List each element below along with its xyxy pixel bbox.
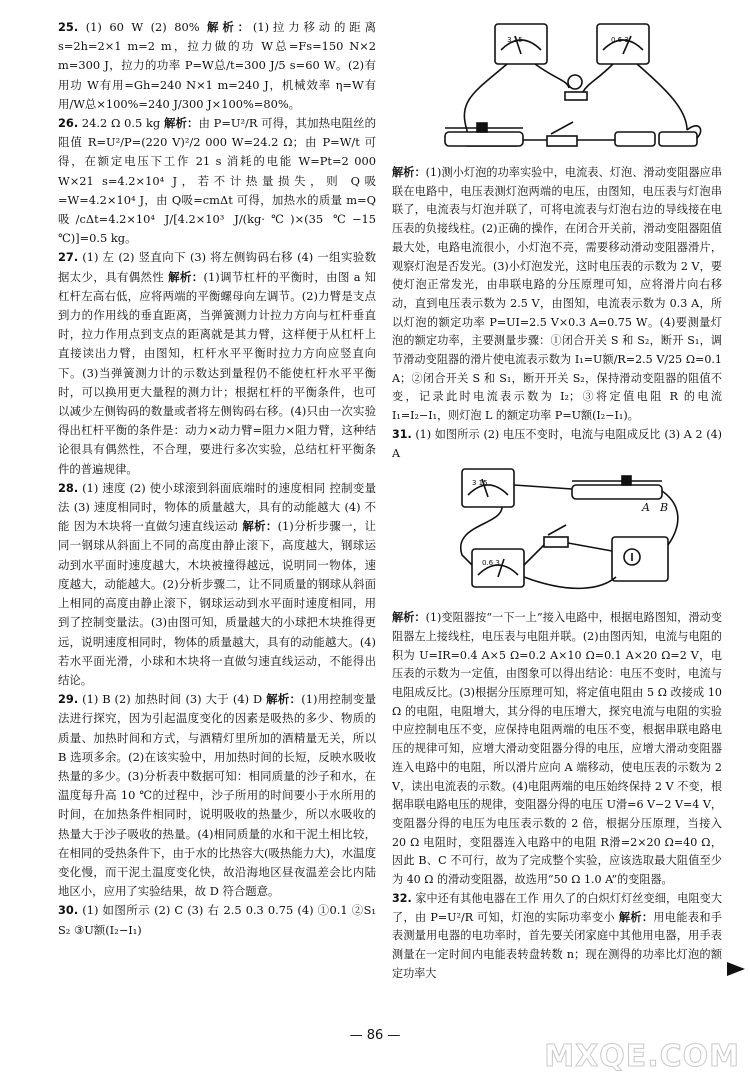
page-number: — 86 — [349,1028,401,1043]
analysis-text: 用电能表和手表测量用电器的电功率时，首先要关闭家庭中其他用电器，用手表测量在一定时间内电能表转盘转数 n；现在测得的功率比灯泡的额定功率大 [392,910,722,980]
question-number: 32. [392,891,412,905]
meter-scale-left: 3 15 [472,479,488,488]
circuit-diagram-top [437,20,707,160]
answer-text: (1) 左 (2) 竖直向下 (3) 将左侧钩码右移 (4) 一组实验数据太少，具有偶然性 [58,250,377,284]
right_column-item [392,609,722,890]
analysis-label: 解析： [168,269,204,284]
analysis-label: 解析： [392,166,426,179]
meter-scale-right: 0.6 3 [482,559,500,568]
answer-text: (1) 60 W (2) 80% [85,20,200,34]
meter-scale-right: 0.6 3 [611,36,629,44]
left-column [58,18,376,940]
left_column-item [58,114,376,248]
next-page-arrow-icon [727,962,745,976]
analysis-text: (1)调节杠杆的平衡时，由图 a 知杠杆左高右低，应将两端的平衡螺母向左调节。(2)力臂是支点到力的作用线的垂直距离，当弹簧测力计拉力方向与杠杆垂直时，拉力作用点到支点的距离就是其力臂，这样便于从杠杆上直接读出力臂，由图知，杠杆水平平衡时拉力方向应竖直向下。(3)当弹簧测力计的示数达到量程仍不能使杠杆水平平衡时，可以换用更大量程的测力计；根据杠杆的平衡条件，也可以减少左侧钩码的数量或者将左侧钩码右移。(4)只由一次实验得出杠杆平衡的条件是：动力×动力臂=阻力×阻力臂，这种结论很具有偶然性，不合理，要进行多次实验，总结杠杆平衡条件的普遍规律。 [58,269,376,476]
analysis-text: (1)分析步骤一，让同一钢球从斜面上不同的高度由静止滚下，高度越大，钢球运动到水平面时速度越大，木块被撞得越远，说明同一物体，速度越大，动能越大。(2)分析步骤二，让不同质量的钢球从斜面上相同的高度由静止滚下，钢球运动到水平面时速度相同，用到了控制变量法。(3)由图可知，质量越大的小球把木块推得更远，说明速度相同时，物体的质量越大，具有的动能越大。(4)若水平面光滑，小球和木块将一直做匀速直线运动，不能得出结论。 [58,519,376,687]
answer-text: (1) 如图所示 (2) C (3) 右 2.5 0.3 0.75 (4) ①0.1 ②S₁ S₂ ③U额(I₂−I₁) [58,903,376,937]
right_column-item [392,890,722,984]
analysis-label: 解析： [242,519,278,534]
circuit-figure-top [437,20,707,160]
analysis-label: 解析： [207,20,253,34]
circuit-figure-mid [432,465,702,605]
question-number: 25. [58,20,79,34]
right-column [392,18,722,983]
analysis-text: (1)测小灯泡的功率实验中，电流表、灯泡、滑动变阻器应串联在电路中，电压表测灯泡两端的电压，由图知，电压表与灯泡串联了，电流表与灯泡并联了，可将电流表与灯泡右边的导线接在电压表的负接线柱。(2)正确的操作，在闭合开关前，滑动变阻器阻值最大处，电路电流很小，小灯泡不亮，需要移动滑动变阻器滑片，观察灯泡是否发光。(3)小灯泡发光，这时电压表的示数为 2 V，要使灯泡正常发光，由串联电路的分压原理可知，应将滑片向右移动，直到电压表示数为 2.5 V，由图知，电流表示数为 0.3 A，所以灯泡的额定功率 P=UI=2.5 V×0.3 A=0.75 W。(4)要测量灯泡的额定功率，主要测量步骤：①闭合开关 S 和 S₂，断开 S₁，调节滑动变阻器的滑片使电流表示数为 I₁=U额/R=2.5 V/25 Ω=0.1 A；②闭合开关 S 和 S₁，断开开关 S₂，保持滑动变阻器的阻值不变，记录此时电流表示数为 I₂；③将定值电阻 R 的电流 I₁=I₂−I₁，则灯泡 L 的额定功率 P=U额(I₂−I₁)。 [392,166,722,423]
answer-text: (1) 速度 (2) 使小球滚到斜面底端时的速度相同 控制变量法 (3) 速度相同时，物体的质量越大，具有的动能越大 (4) 不能 因为木块将一直做匀速直线运动 [58,480,376,534]
right_column-item [392,164,722,426]
answer-text: 家中还有其他电器在工作 用久了的白炽灯灯丝变细，电阻变大了，由 P=U²/R 可知，灯泡的实际功率变小 [392,891,723,924]
answer-text: (1) 如图所示 (2) 电压不变时，电流与电阻成反比 (3) A 2 (4) A [392,427,722,460]
question-number: 26. [58,116,79,131]
question-number: 28. [58,480,79,495]
answer-text: (1) B (2) 加热时间 (3) 大于 (4) D [82,692,263,707]
left_column-item [58,18,376,114]
question-number: 29. [58,692,79,707]
analysis-label: 解析： [163,116,199,131]
left_column-item [58,901,376,939]
analysis-text: (1)用控制变量法进行探究，因为引起温度变化的因素是吸热的多少、物质的质量、加热时间和方式，与酒精灯里所加的酒精量无关，所以 B 选项多余。(2)在该实验中，用加热时间的长短，反映水吸收热量的多少。(3)分析表中数据可知：相同质量的沙子和水，在温度每升高 10 ℃的过程中，沙子所用的时间要小于水所用的时间，在加热条件相同时，说明吸收的热量少，所以水吸收的热量大于沙子吸收的热量。(4)相同质量的水和干泥土相比较，在相同的受热条件下，由于水的比热容大(吸热能力大)，水温度变化慢，而干泥土温度变化快，故沿海地区昼夜温差会比内陆地区小，应用了实验结果，故 D 符合题意。 [58,692,376,899]
question-number: 30. [58,903,79,918]
analysis-label: 解析： [392,611,426,625]
question-number: 27. [58,250,79,265]
left_column-item [58,690,376,901]
circuit-diagram-mid [432,465,702,605]
terminal-label-a: A [642,501,650,515]
analysis-label: 解析： [618,910,654,924]
analysis-label: 解析： [266,692,302,707]
left_column-item [58,248,376,478]
answer-text: 24.2 Ω 0.5 kg [81,116,161,131]
watermark-logo: MXQE.COM [544,1039,740,1074]
left_column-item [58,479,376,690]
analysis-text: (1)拉力移动的距离 s=2h=2×1 m=2 m，拉力做的功 W总=Fs=150 N×2 m=300 J，拉力的功率 P=W总/t=300 J/5 s=60 W。(2)有用功 W有用=Gh=240 N×1 m=240 J，机械效率 η=W有用/W总×100%=240 J/300 J×100%=80%。 [58,20,376,111]
question-number: 31. [392,427,412,441]
terminal-label-b: B [660,501,669,515]
analysis-text: 由 P=U²/R 可得，其加热电阻丝的阻值 R=U²/P=(220 V)²/2 000 W=24.2 Ω；由 P=W/t 可得，在额定电压下工作 21 s 消耗的电能 W=Pt=2 000 W×21 s=4.2×10⁴ J，若不计热量损失，则 Q吸=W=4.2×10⁴ J，由 Q吸=cmΔt 可得，加热水的质量 m=Q吸/cΔt=4.2×10⁴ J/[4.2×10³ J/(kg·℃)×(35 ℃−15 ℃)]=0.5 kg。 [58,116,377,246]
meter-scale-left: 3 15 [507,36,523,44]
right_column-item [392,426,722,463]
analysis-text: (1)变阻器按“一下一上”接入电路中，根据电路图知，滑动变阻器左上接线柱，电压表与电阻并联。(2)由图丙知，电流与电阻的积为 U=IR=0.4 A×5 Ω=0.2 A×10 Ω=0.1 A×20 Ω=2 V，电压表的示数为一定值，由图象可以得出结论：电压不变时，电流与电阻成反比。(3)根据分压原理可知，将定值电阻由 5 Ω 改接成 10 Ω 的电阻，电阻增大，其分得的电压增大，探究电流与电阻的实验中应控制电压不变，应保持电阻两端的电压不变，根据串联电路电压的规律可知，应增大滑动变阻器分得的电压，应增大滑动变阻器连入电路中的电阻，所以滑片应向 A 端移动，使电压表的示数为 2 V，读出电流表的示数。(4)电阻两端的电压始终保持 2 V 不变，根据串联电路电压的规律，变阻器分得的电压 U滑=6 V−2 V=4 V，变阻器分得的电压为电压表示数的 2 倍，根据分压原理，当接入 20 Ω 电阻时，变阻器连入电路中的电阻 R滑=2×20 Ω=40 Ω，因此 B、C 不可行，故为了完成整个实验，应该选取最大阻值至少为 40 Ω 的滑动变阻器，故选用“50 Ω 1.0 A”的变阻器。 [392,611,722,887]
